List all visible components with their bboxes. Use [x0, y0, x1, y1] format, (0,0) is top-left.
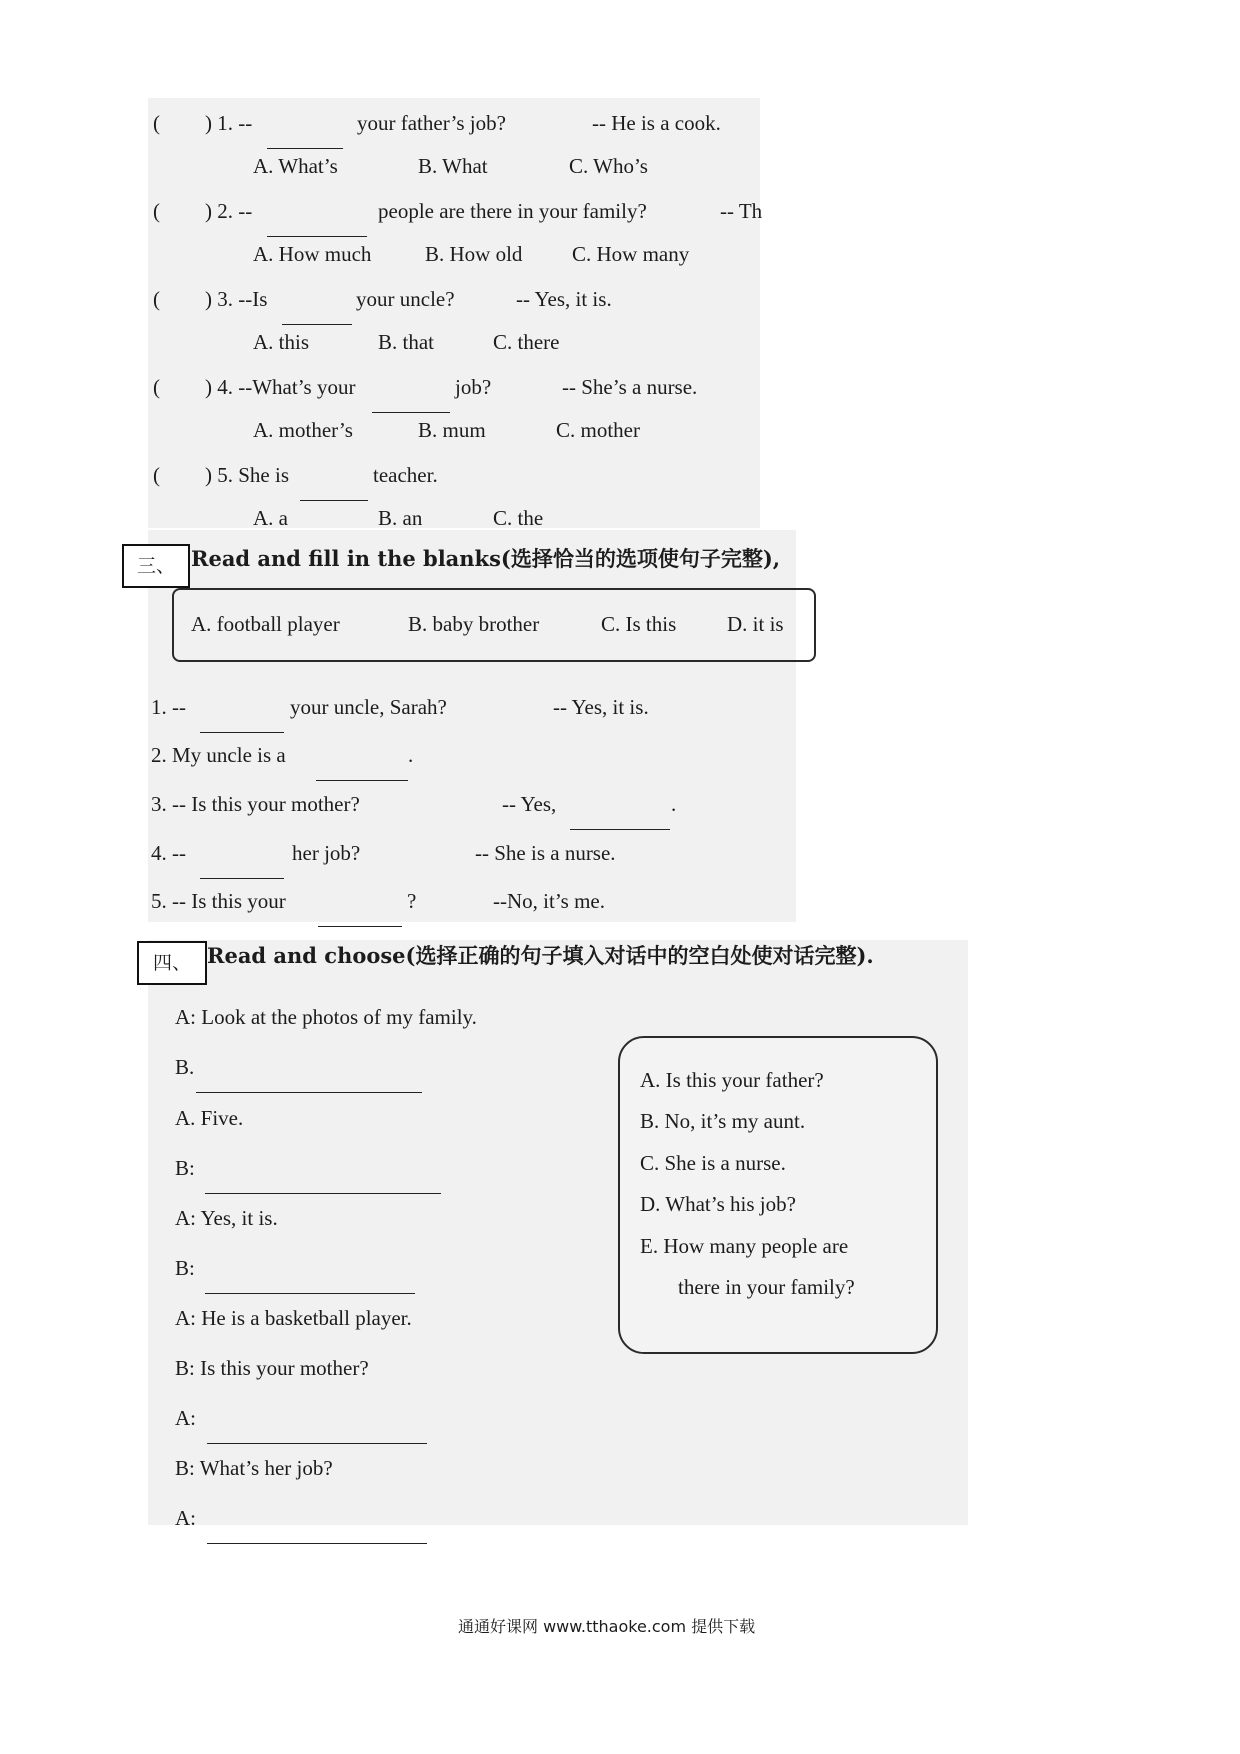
- q1-blank: [267, 132, 343, 153]
- q1-answer: -- He is a cook.: [592, 111, 721, 135]
- q3-paren: (: [153, 287, 160, 311]
- q4-option-c: C. mother: [556, 418, 640, 442]
- dialogue-line-11-blank: [207, 1527, 427, 1548]
- fill-line-4-blank: [200, 862, 284, 883]
- page-footer: 通通好课网 www.tthaoke.com 提供下载: [458, 1617, 756, 1636]
- dialogue-line-1: A: Look at the photos of my family.: [175, 1005, 477, 1029]
- fill-line-5-text: ?: [407, 889, 417, 913]
- q1-stem: your father’s job?: [357, 111, 506, 135]
- q2-stem: people are there in your family?: [378, 199, 647, 223]
- q2-option-a: A. How much: [253, 242, 372, 266]
- q4-answer: -- She’s a nurse.: [562, 375, 698, 399]
- answer-choice-d: D. What’s his job?: [640, 1192, 796, 1216]
- dialogue-line-9-blank: [207, 1427, 427, 1448]
- answer-choice-e: E. How many people are: [640, 1234, 849, 1258]
- q3-option-c: C. there: [493, 330, 560, 354]
- q4-blank: [372, 396, 450, 417]
- q3-stem: your uncle?: [356, 287, 455, 311]
- word-bank-option-b: B. baby brother: [408, 612, 540, 636]
- fill-line-2-text: .: [408, 743, 414, 767]
- fill-line-5-prefix: 5. -- Is this your: [151, 889, 286, 913]
- part-three-label: 三、: [122, 544, 190, 588]
- fill-line-3-prefix: 3. -- Is this your mother?: [151, 792, 360, 816]
- q2-number: ) 2. --: [205, 199, 253, 223]
- q4-option-a: A. mother’s: [253, 418, 353, 442]
- q1-option-c: C. Who’s: [569, 154, 648, 178]
- fill-line-3-answer: .: [671, 792, 677, 816]
- fill-line-2-prefix: 2. My uncle is a: [151, 743, 286, 767]
- q2-option-b: B. How old: [425, 242, 523, 266]
- dialogue-line-9: A:: [175, 1406, 196, 1430]
- q1-number: ) 1. --: [205, 111, 253, 135]
- q5-option-b: B. an: [378, 506, 423, 530]
- dialogue-line-4-blank: [205, 1177, 441, 1198]
- fill-line-1-blank: [200, 716, 284, 737]
- fill-line-3-blank: [570, 813, 670, 834]
- dialogue-line-2: B.: [175, 1055, 195, 1079]
- fill-line-4-answer: -- She is a nurse.: [475, 841, 616, 865]
- part-three-heading: Read and fill in the blanks(选择恰当的选项使句子完整),: [191, 546, 781, 571]
- q5-blank: [300, 484, 368, 505]
- q3-answer: -- Yes, it is.: [516, 287, 612, 311]
- q2-blank: [267, 220, 367, 241]
- q2-option-c: C. How many: [572, 242, 690, 266]
- q5-paren: (: [153, 463, 160, 487]
- dialogue-line-5: A: Yes, it is.: [175, 1206, 278, 1230]
- q3-option-b: B. that: [378, 330, 434, 354]
- fill-line-3-text: -- Yes,: [502, 792, 557, 816]
- q2-paren: (: [153, 199, 160, 223]
- dialogue-line-7: A: He is a basketball player.: [175, 1306, 412, 1330]
- fill-line-5-answer: --No, it’s me.: [493, 889, 605, 913]
- q2-answer: -- Th: [720, 199, 763, 223]
- q5-option-a: A. a: [253, 506, 288, 530]
- fill-line-2-blank: [316, 764, 408, 785]
- dialogue-line-11: A:: [175, 1506, 196, 1530]
- q1-option-b: B. What: [418, 154, 488, 178]
- dialogue-line-3: A. Five.: [175, 1106, 244, 1130]
- fill-line-1-prefix: 1. --: [151, 695, 186, 719]
- q3-option-a: A. this: [253, 330, 310, 354]
- word-bank-option-d: D. it is: [727, 612, 784, 636]
- dialogue-line-4: B:: [175, 1156, 195, 1180]
- answer-choice-b: B. No, it’s my aunt.: [640, 1109, 806, 1133]
- answer-choice-a: A. Is this your father?: [640, 1068, 824, 1092]
- dialogue-line-6: B:: [175, 1256, 195, 1280]
- dialogue-line-8: B: Is this your mother?: [175, 1356, 369, 1380]
- part-four-label: 四、: [137, 941, 207, 985]
- q1-option-a: A. What’s: [253, 154, 338, 178]
- answer-choice-c: C. She is a nurse.: [640, 1151, 786, 1175]
- dialogue-line-10: B: What’s her job?: [175, 1456, 333, 1480]
- q4-option-b: B. mum: [418, 418, 486, 442]
- q4-paren: (: [153, 375, 160, 399]
- dialogue-line-6-blank: [205, 1277, 415, 1298]
- q4-number: ) 4. --What’s your: [205, 375, 356, 399]
- q5-number: ) 5. She is: [205, 463, 289, 487]
- word-bank-option-c: C. Is this: [601, 612, 677, 636]
- fill-line-1-text: your uncle, Sarah?: [290, 695, 447, 719]
- q1-paren: (: [153, 111, 160, 135]
- q5-stem: teacher.: [373, 463, 438, 487]
- answer-choice-e-continued: there in your family?: [678, 1275, 855, 1299]
- q5-option-c: C. the: [493, 506, 544, 530]
- fill-line-4-text: her job?: [292, 841, 361, 865]
- dialogue-line-2-blank: [196, 1076, 422, 1097]
- q3-number: ) 3. --Is: [205, 287, 268, 311]
- fill-line-4-prefix: 4. --: [151, 841, 186, 865]
- q3-blank: [282, 308, 352, 329]
- fill-line-5-blank: [318, 910, 402, 931]
- word-bank-option-a: A. football player: [191, 612, 340, 636]
- q4-stem: job?: [455, 375, 492, 399]
- fill-line-1-answer: -- Yes, it is.: [553, 695, 649, 719]
- part-four-heading: Read and choose(选择正确的句子填入对话中的空白处使对话完整).: [207, 943, 874, 968]
